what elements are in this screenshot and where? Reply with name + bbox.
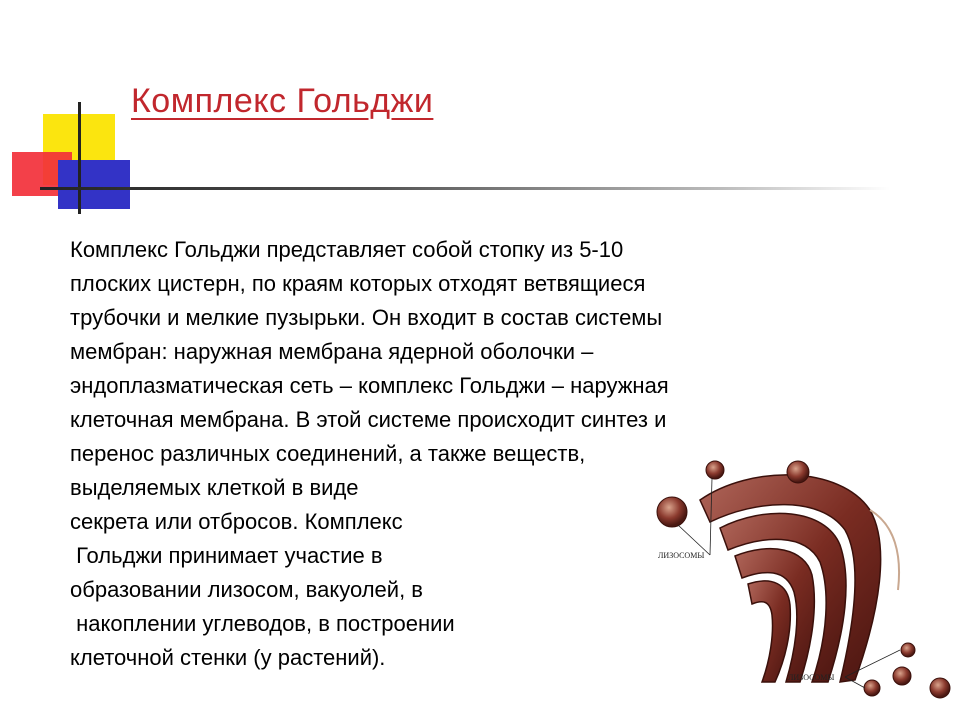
body-line: образовании лизосом, вакуолей, в (70, 577, 423, 602)
slide-title: Комплекс Гольджи (131, 82, 434, 120)
body-line: секрета или отбросов. Комплекс (70, 509, 403, 534)
body-line: выделяемых клеткой в виде (70, 475, 359, 500)
body-line: накоплении углеводов, в построении (70, 611, 455, 636)
title-divider-line (40, 187, 890, 190)
body-line: Комплекс Гольджи представляет собой стопку из 5-10 (70, 237, 624, 262)
lysosomes-label-top: ЛИЗОСОМЫ (658, 551, 705, 560)
body-line: плоских цистерн, по краям которых отходят ветвящиеся (70, 271, 646, 296)
body-line: трубочки и мелкие пузырьки. Он входит в состав системы (70, 305, 663, 330)
body-line: мембран: наружная мембрана ядерной оболочки – (70, 339, 594, 364)
body-line: клеточной стенки (у растений). (70, 645, 386, 670)
golgi-apparatus-illustration (640, 450, 960, 710)
body-line: Гольджи принимает участие в (70, 543, 383, 568)
body-line: эндоплазматическая сеть – комплекс Гольджи – наружная (70, 373, 669, 398)
lysosomes-label-bottom: ЛИЗОСОМЫ (788, 673, 835, 682)
decor-vertical-line (78, 102, 81, 214)
body-line: клеточная мембрана. В этой системе происходит синтез и (70, 407, 667, 432)
body-line: перенос различных соединений, а также веществ, (70, 441, 586, 466)
decor-blue-square (58, 160, 130, 209)
golgi-cisternae (700, 475, 899, 682)
